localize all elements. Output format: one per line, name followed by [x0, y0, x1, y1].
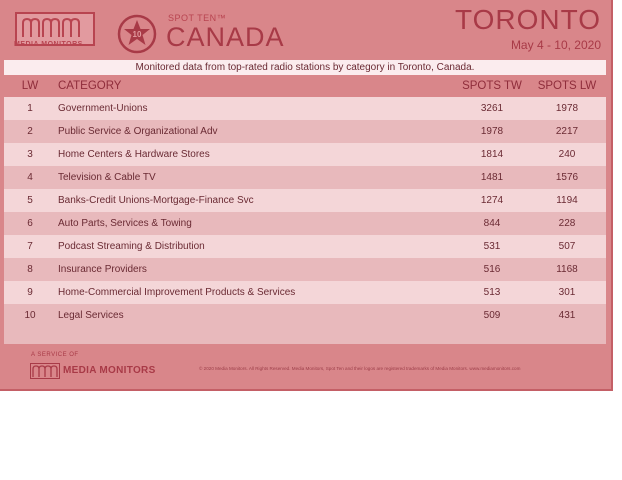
cell-spots-tw: 1481 — [480, 172, 504, 183]
cell-lw: 5 — [27, 195, 33, 206]
cell-spots-lw: 1978 — [555, 103, 579, 114]
brand-label: SPOT TEN™ — [168, 13, 227, 23]
table-row — [4, 189, 606, 212]
table-row — [4, 281, 606, 304]
cell-spots-lw: 301 — [558, 287, 576, 298]
cell-spots-tw: 844 — [483, 218, 501, 229]
cell-category: Home Centers & Hardware Stores — [58, 149, 210, 160]
table-row — [4, 166, 606, 189]
cell-category: Insurance Providers — [58, 264, 147, 275]
cell-spots-tw: 516 — [483, 264, 501, 275]
table-header-row — [4, 75, 606, 97]
service-of-label: A SERVICE OF — [31, 352, 79, 358]
cell-lw: 8 — [27, 264, 33, 275]
cell-lw: 3 — [27, 149, 33, 160]
cell-spots-tw: 513 — [483, 287, 501, 298]
footer-logo — [30, 362, 164, 380]
cell-lw: 10 — [24, 310, 36, 321]
cell-category: Home-Commercial Improvement Products & Services — [58, 287, 296, 298]
table-row — [4, 258, 606, 281]
cell-category: Banks-Credit Unions-Mortgage-Finance Svc — [58, 195, 254, 206]
cell-spots-lw: 240 — [558, 149, 576, 160]
cell-spots-lw: 2217 — [555, 126, 579, 137]
table-row — [4, 212, 606, 235]
star-badge-icon — [117, 14, 157, 54]
cell-spots-tw: 531 — [483, 241, 501, 252]
cell-category: Public Service & Organizational Adv — [58, 126, 218, 137]
cell-lw: 2 — [27, 126, 33, 137]
table-row — [4, 97, 606, 120]
cell-spots-tw: 1274 — [480, 195, 504, 206]
cell-spots-lw: 431 — [558, 310, 576, 321]
badge-number: 10 — [132, 30, 142, 39]
table-row — [4, 235, 606, 258]
col-header-spots-tw: SPOTS TW — [462, 80, 522, 92]
spot-ten-table — [4, 60, 606, 324]
cell-lw: 4 — [27, 172, 33, 183]
cell-category: Auto Parts, Services & Towing — [58, 218, 192, 229]
cell-category: Television & Cable TV — [58, 172, 156, 183]
col-header-category: CATEGORY — [58, 80, 122, 92]
cell-category: Legal Services — [58, 310, 124, 321]
cell-category: Podcast Streaming & Distribution — [58, 241, 205, 252]
cell-spots-lw: 228 — [558, 218, 576, 229]
col-header-lw: LW — [21, 80, 39, 92]
cell-spots-tw: 1814 — [480, 149, 504, 160]
cell-spots-tw: 509 — [483, 310, 501, 321]
table-footer-band — [4, 324, 606, 344]
footer-logo-text: MEDIA MONITORS — [63, 365, 156, 376]
table-row — [4, 143, 606, 166]
table-subtitle: Monitored data from top-rated radio stations by category in Toronto, Canada. — [4, 60, 606, 75]
copyright-text: © 2020 Media Monitors. All Rights Reserved. Media Monitors, Spot Ten and their logos are registered trademarks of Media Monitors. www.mediamonitors.com — [199, 366, 521, 371]
cell-spots-lw: 1576 — [555, 172, 579, 183]
cell-lw: 6 — [27, 218, 33, 229]
waveform-icon — [21, 17, 87, 39]
cell-spots-tw: 1978 — [480, 126, 504, 137]
cell-lw: 1 — [27, 103, 33, 114]
cell-category: Government-Unions — [58, 103, 148, 114]
country-title: CANADA — [166, 22, 285, 52]
table-row — [4, 120, 606, 143]
logo-label: MEDIA MONITORS — [14, 41, 83, 48]
footer-logo-icon — [30, 363, 60, 379]
cell-spots-tw: 3261 — [480, 103, 504, 114]
cell-lw: 7 — [27, 241, 33, 252]
city-title: TORONTO — [455, 4, 601, 35]
cell-spots-lw: 507 — [558, 241, 576, 252]
cell-spots-lw: 1168 — [556, 264, 578, 275]
cell-spots-lw: 1194 — [556, 195, 578, 206]
col-header-spots-lw: SPOTS LW — [537, 80, 597, 92]
cell-lw: 9 — [27, 287, 33, 298]
date-range: May 4 - 10, 2020 — [510, 38, 601, 52]
